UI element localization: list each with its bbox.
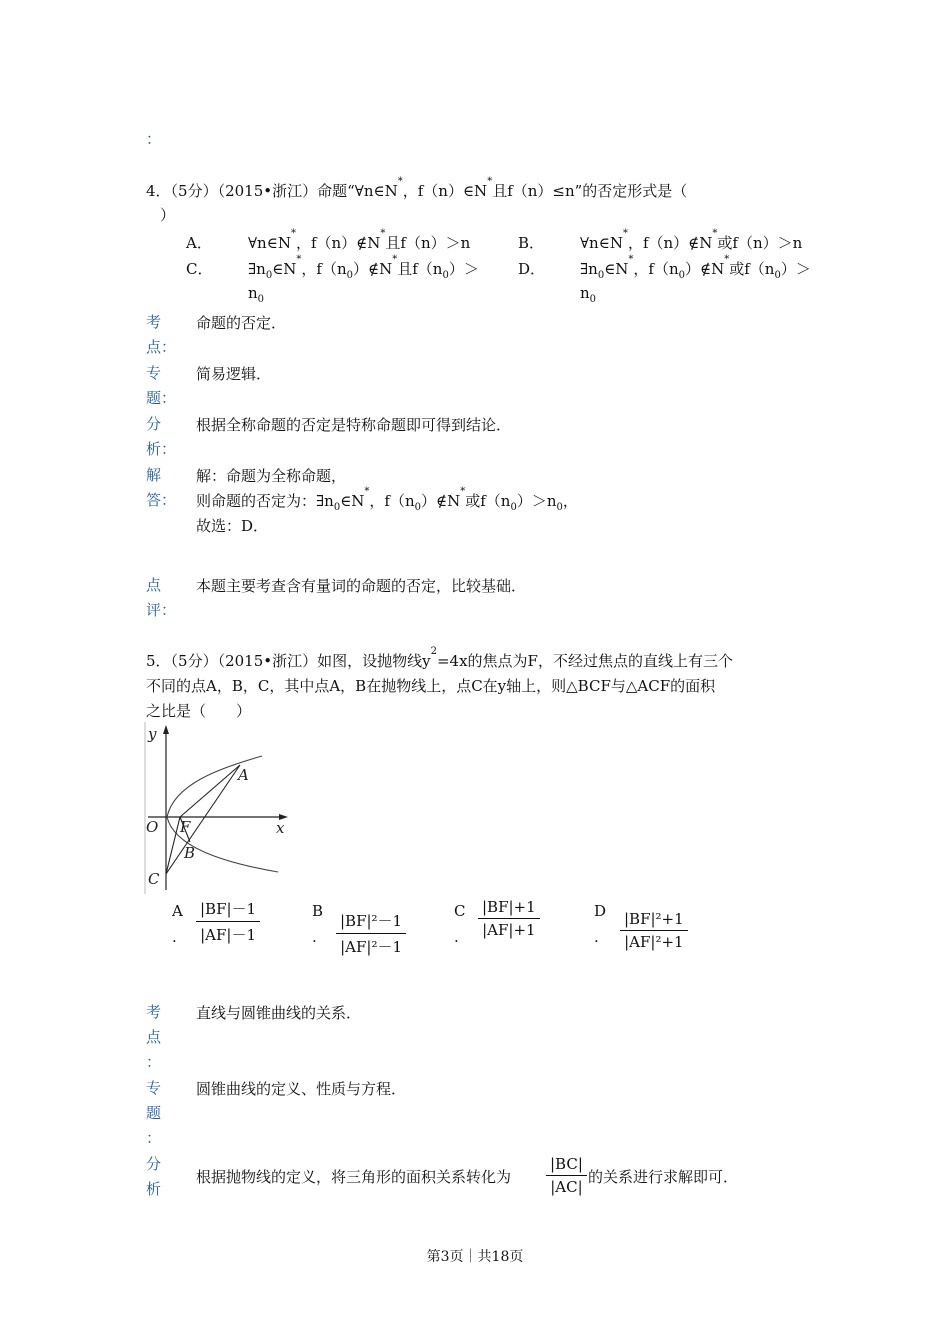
q5-zhuanti-text: 圆锥曲线的定义、性质与方程． [196, 1080, 407, 1098]
q4-option-b-label: B． [518, 234, 545, 252]
q5-stem-line3: 之比是（ ） [146, 702, 252, 720]
top-colon: ： [146, 130, 162, 148]
q4-option-a-label: A． [186, 234, 212, 252]
q5-fenxi-text-before: 根据抛物线的定义，将三角形的面积关系转化为 [196, 1168, 512, 1186]
q5-option-b-num: |BF|²－1 [336, 910, 406, 934]
q4-fenxi-label: 分 析： [146, 415, 177, 458]
q4-jieda-line3: 故选：D． [196, 517, 269, 535]
q5-option-b-den: |AF|²－1 [340, 938, 402, 956]
q4-option-c-text-cont: $n_0$ [248, 284, 265, 305]
q5-option-a-num: |BF|－1 [196, 898, 260, 922]
q5-stem-line1: 5．（5分）（2015•浙江）如图，设抛物线$y^2=4x$的焦点为F，不经过焦点的直线上有三个 [146, 646, 733, 670]
q5-option-c-letter: C [454, 902, 466, 920]
q4-stem-line1: 4．（5分）（2015•浙江）命题“∀n∈N*，f（n）∈N*且f（n）≤n”的否定形式是（ [146, 176, 688, 200]
label-x: x [276, 819, 285, 837]
q4-option-a-text: ∀n∈N*，f（n）∉N*且f（n）＞n [248, 228, 471, 252]
q5-option-b-letter: B [312, 902, 324, 920]
line-cba [166, 765, 240, 874]
q4-jieda-line2: 则命题的否定为：$\exists n_0\in N^*$，$f(n_0)\notin N^*$或$f(n_0)>n_0$， [196, 486, 578, 513]
label-c: C [148, 870, 160, 888]
q4-option-d-text: $\exists n_0\in N^*$，$f(n_0)\notin N^*$或$f(n_0)>$ [580, 254, 811, 281]
q5-option-d-dot: . [594, 928, 599, 946]
q4-kaodian-text: 命题的否定． [196, 314, 287, 332]
label-o: O [146, 818, 159, 836]
q5-option-d-den: |AF|²+1 [624, 933, 684, 951]
q5-option-a-dot: . [172, 928, 177, 946]
q4-option-c-text: $\exists n_0\in N^*$，$f(n_0)\notin N^*$且$f(n_0)>$ [248, 254, 479, 281]
q4-option-b-text: ∀n∈N*，f（n）∉N*或f（n）＞n [580, 228, 803, 252]
q5-option-c-fraction [478, 898, 540, 939]
page-footer: 第3页｜共18页 [426, 1249, 524, 1265]
q5-zhuanti-label: 专 题 ： [146, 1079, 162, 1147]
q4-option-d-label: D． [518, 260, 546, 278]
line-cf [166, 817, 180, 874]
q5-option-c-num: |BF|+1 [478, 898, 540, 919]
q5-option-a-fraction [196, 898, 260, 945]
y-axis-arrow [163, 725, 169, 734]
q4-fenxi-text: 根据全称命题的否定是特称命题即可得到结论． [196, 416, 512, 434]
q4-zhuanti-label: 专 题： [146, 364, 177, 407]
q5-option-a-letter: A [172, 902, 183, 920]
q4-jieda-label: 解 答： [146, 466, 177, 509]
q5-option-d-letter: D [594, 902, 607, 920]
q4-option-d-text-cont: $n_0$ [580, 284, 597, 305]
q5-stem-line2: 不同的点A，B，C，其中点A，B在抛物线上，点C在y轴上，则△BCF与△ACF的面积 [146, 677, 716, 695]
q5-option-c-den: |AF|+1 [482, 921, 536, 939]
label-b: B [184, 844, 196, 862]
q5-option-c-dot: . [454, 928, 459, 946]
label-y: y [148, 725, 157, 743]
q4-dianping-text: 本题主要考查含有量词的命题的否定，比较基础． [196, 577, 527, 595]
q5-fenxi-frac-den: |AC| [550, 1178, 583, 1196]
q4-dianping-label: 点 评： [146, 576, 177, 619]
q5-option-a-den: |AF|－1 [200, 926, 256, 944]
q5-fenxi-frac-num: |BC| [546, 1155, 587, 1176]
label-f: F [180, 818, 191, 836]
q4-jieda-line1: 解：命题为全称命题， [196, 467, 347, 485]
label-a: A [238, 766, 249, 784]
q4-zhuanti-text: 简易逻辑． [196, 365, 272, 383]
q4-kaodian-label: 考 点： [146, 313, 177, 356]
q5-kaodian-label: 考 点 ： [146, 1003, 162, 1071]
q5-option-b-dot: . [312, 928, 317, 946]
q5-fenxi-label: 分 析 [146, 1155, 162, 1198]
parabola-figure [140, 722, 300, 894]
q5-option-b-fraction [336, 910, 406, 957]
q5-option-d-num: |BF|²+1 [620, 910, 688, 931]
q4-option-c-label: C． [186, 260, 213, 278]
q5-option-d-fraction [620, 910, 688, 951]
q5-fenxi-text-after: 的关系进行求解即可． [588, 1168, 739, 1186]
q5-kaodian-text: 直线与圆锥曲线的关系． [196, 1004, 362, 1022]
q5-fenxi-fraction [546, 1155, 587, 1196]
q4-stem-line2: ） [160, 206, 176, 224]
